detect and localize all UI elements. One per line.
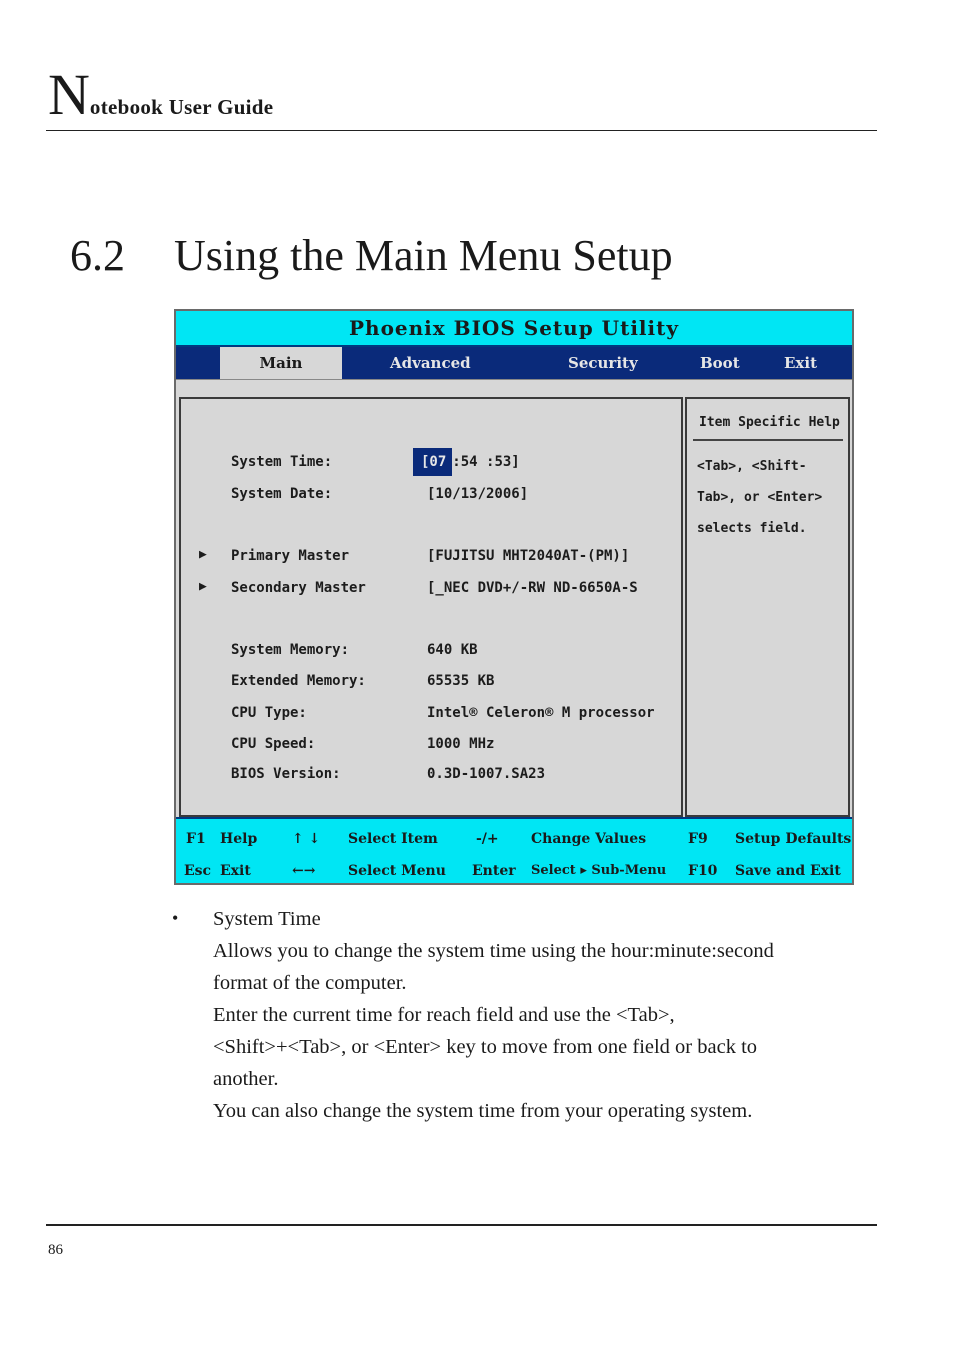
key-f9: F9	[688, 831, 708, 847]
row-cpu-speed	[181, 733, 681, 759]
row-value[interactable]: [10/13/2006]	[427, 486, 529, 502]
row-value: Intel® Celeron® M processor	[427, 705, 655, 721]
tab-security[interactable]: Security	[568, 354, 638, 372]
tab-exit[interactable]: Exit	[784, 354, 818, 372]
row-label: System Memory:	[231, 642, 350, 658]
footer-rule	[46, 1224, 877, 1226]
page-number: 86	[48, 1242, 63, 1258]
header-title: otebook User Guide	[89, 95, 274, 119]
body-line: Allows you to change the system time using the hour:minute:second	[213, 940, 774, 962]
row-secondary-master[interactable]	[181, 577, 681, 603]
tab-advanced[interactable]: Advanced	[390, 354, 471, 372]
row-value: 1000 MHz	[427, 736, 495, 752]
body-line: another.	[213, 1068, 279, 1090]
bullet-icon: •	[172, 908, 179, 928]
key-f1: F1	[186, 831, 206, 847]
row-value: [_NEC DVD+/-RW ND-6650A-S	[427, 580, 638, 596]
bios-help-panel	[685, 397, 850, 817]
key-up-down-arrows: ↑ ↓	[292, 831, 321, 847]
row-label: Secondary Master	[231, 580, 366, 596]
row-label: CPU Type:	[231, 705, 307, 721]
key-enter: Enter	[472, 863, 516, 879]
row-primary-master[interactable]	[181, 545, 681, 571]
row-label: Extended Memory:	[231, 673, 366, 689]
row-system-date[interactable]	[181, 483, 681, 509]
row-label: System Time:	[231, 454, 333, 470]
header-rule	[46, 130, 877, 131]
row-extended-memory	[181, 670, 681, 696]
running-header	[48, 62, 274, 127]
help-text: <Tab>, <Shift-Tab>, or <Enter> selects field.	[697, 459, 823, 536]
row-label: Primary Master	[231, 548, 350, 564]
section-number: 6.2	[70, 231, 125, 280]
row-label: System Date:	[231, 486, 333, 502]
key-desc-select-item: Select Item	[348, 831, 438, 847]
key-desc-select-submenu: Select ▸ Sub-Menu	[531, 863, 667, 878]
key-plus-minus: -/+	[476, 831, 499, 847]
selected-field[interactable]: [07	[413, 448, 452, 476]
row-value: [FUJITSU MHT2040AT-(PM)]	[427, 548, 630, 564]
item-heading: System Time	[213, 908, 321, 930]
key-desc-setup-defaults: Setup Defaults	[735, 831, 852, 847]
row-value: 0.3D-1007.SA23	[427, 766, 546, 782]
row-bios-version	[181, 763, 681, 789]
section-title: Using the Main Menu Setup	[174, 231, 673, 280]
row-value: 65535 KB	[427, 673, 495, 689]
row-system-time[interactable]	[181, 451, 681, 477]
key-f10: F10	[688, 863, 718, 879]
row-cpu-type	[181, 702, 681, 728]
key-desc-help: Help	[220, 831, 258, 847]
help-title: Item Specific Help	[699, 415, 840, 430]
bios-main-panel	[179, 397, 683, 817]
row-label: CPU Speed:	[231, 736, 316, 752]
bios-key-legend	[176, 817, 852, 883]
body-line: format of the computer.	[213, 972, 407, 994]
tab-boot[interactable]: Boot	[700, 354, 740, 372]
body-line: <Shift>+<Tab>, or <Enter> key to move from one field or back to	[213, 1036, 758, 1058]
tab-main[interactable]: Main	[220, 347, 342, 379]
tab-underline	[176, 379, 852, 396]
bios-title: Phoenix BIOS Setup Utility	[176, 311, 852, 347]
bios-tab-bar	[176, 347, 852, 379]
body-line: Enter the current time for reach field and use the <Tab>,	[213, 1004, 675, 1026]
submenu-arrow-icon: ▶	[199, 579, 207, 594]
header-initial: N	[48, 62, 90, 127]
body-paragraph	[213, 903, 853, 1127]
key-desc-select-menu: Select Menu	[348, 863, 446, 879]
help-divider	[693, 439, 843, 441]
key-desc-save-exit: Save and Exit	[735, 863, 841, 879]
row-value: 640 KB	[427, 642, 478, 658]
key-desc-exit: Exit	[220, 863, 251, 879]
row-value[interactable]: [07 :54 :53]	[427, 454, 520, 470]
section-heading	[70, 230, 673, 281]
row-label: BIOS Version:	[231, 766, 341, 782]
key-desc-change-values: Change Values	[531, 831, 647, 847]
submenu-arrow-icon: ▶	[199, 547, 207, 562]
bios-screenshot	[174, 309, 854, 885]
key-esc: Esc	[184, 863, 212, 879]
row-system-memory	[181, 639, 681, 665]
key-left-right-arrows: ←→	[292, 863, 316, 879]
body-line: You can also change the system time from your operating system.	[213, 1100, 753, 1122]
